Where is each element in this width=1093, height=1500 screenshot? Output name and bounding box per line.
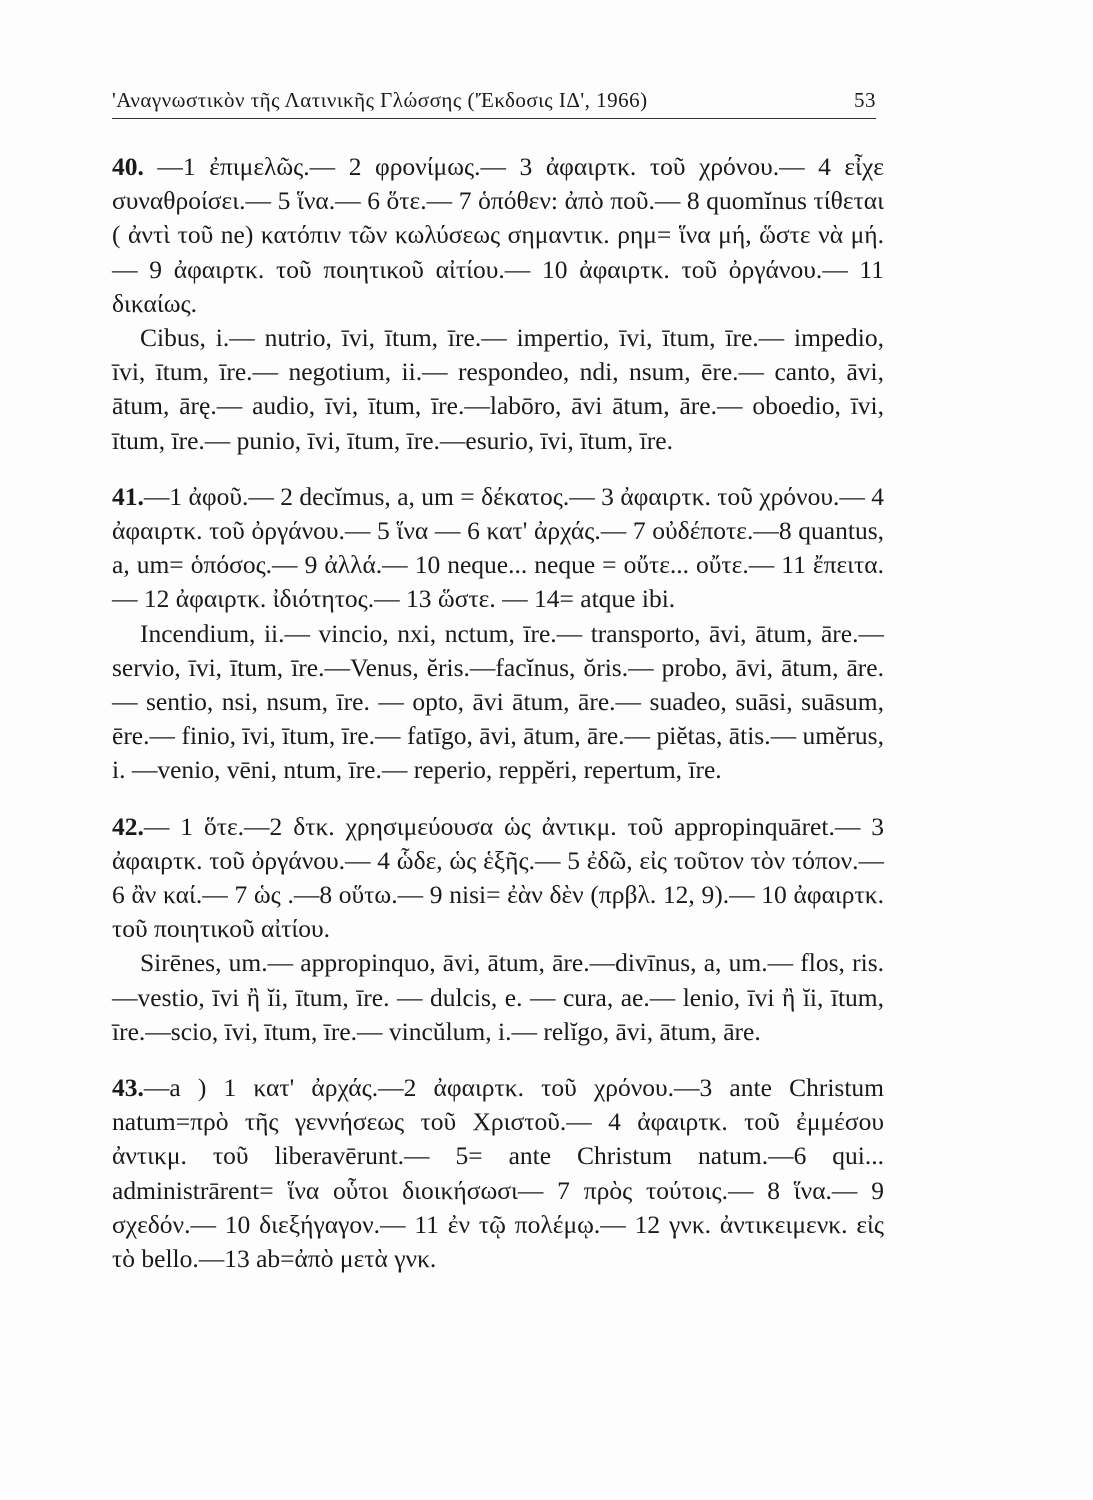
page-number: 53 [854,88,876,112]
section-number: 40. [112,152,144,181]
section-notes [112,480,884,617]
section-notes [112,150,884,321]
section-43 [112,1071,884,1276]
page-body [112,150,884,1298]
notes-text: —a ) 1 κατ' ἀρχάς.—2 ἀφαιρτκ. τοῦ χρόνου.—3 ante Christum natum=πρὸ τῆς γεννήσεως τοῦ Χριστοῦ.— 4 ἀφαιρτκ. τοῦ ἐμμέσου ἀντικμ. τοῦ liberavērunt.— 5= ante Christum natum.—6 qui... administrārent= ἵνα οὗτοι διοικήσωσι— 7 πρὸς τούτοις.— 8 ἵνα.— 9 σχεδόν.— 10 διεξήγαγον.— 11 ἐν τῷ πολέμῳ.— 12 γνκ. ἀντικειμενκ. εἰς τὸ bello.—13 ab=ἀπὸ μετὰ γνκ. [112,1073,884,1274]
section-40 [112,150,884,458]
section-notes [112,1071,884,1276]
section-notes [112,810,884,947]
notes-text: —1 ἀφοῦ.— 2 decĭmus, a, um = δέκατος.— 3 ἀφαιρτκ. τοῦ χρόνου.— 4 ἀφαιρτκ. τοῦ ὀργάνου.— 5 ἵνα — 6 κατ' ἀρχάς.— 7 οὐδέποτε.—8 quantus, a, um= ὁπόσος.— 9 ἀλλά.— 10 neque... neque = οὔτε... οὔτε.— 11 ἔπειτα.— 12 ἀφαιρτκ. ἰδιότητος.— 13 ὥστε. — 14= atque ibi. [112,481,884,614]
section-41 [112,480,884,788]
notes-text: —1 ἐπιμελῶς.— 2 φρονίμως.— 3 ἀφαιρτκ. τοῦ χρόνου.— 4 εἶχε συναθροίσει.— 5 ἵνα.— 6 ὅτε.— 7 ὁπόθεν: ἀπὸ ποῦ.— 8 quomĭnus τίθεται ( ἀντὶ τοῦ ne) κατόπιν τῶν κωλύσεως σημαντικ. ρημ= ἵνα μή, ὥστε νὰ μή.— 9 ἀφαιρτκ. τοῦ ποιητικοῦ αἰτίου.— 10 ἀφαιρτκ. τοῦ ὀργάνου.— 11 δικαίως. [112,152,885,318]
vocabulary-list: Cibus, i.— nutrio, īvi, ītum, īre.— impertio, īvi, ītum, īre.— impedio, īvi, ītum, īre.— negotium, ii.— respondeo, ndi, nsum, ēre.— canto, āvi, ātum, ārę.— audio, īvi, ītum, īre.—labōro, āvi ātum, āre.— oboedio, īvi, ītum, īre.— punio, īvi, ītum, īre.—esurio, īvi, ītum, īre. [112,323,884,455]
book-title: 'Αναγνωστικὸν τῆς Λατινικῆς Γλώσσης ('Έκδοσις ΙΔ', 1966) [112,88,648,112]
notes-text: — 1 ὅτε.—2 δτκ. χρησιμεύουσα ὡς ἀντικμ. τοῦ appropinquāret.— 3 ἀφαιρτκ. τοῦ ὀργάνου.— 4 ὧδε, ὡς ἑξῆς.— 5 ἐδῶ, εἰς τοῦτον τὸν τόπον.— 6 ἂν καί.— 7 ὡς .—8 οὕτω.— 9 nisi= ἐὰν δὲν (πρβλ. 12, 9).— 10 ἀφαιρτκ. τοῦ ποιητικοῦ αἰτίου. [112,811,884,944]
vocabulary-list: Incendium, ii.— vincio, nxi, nctum, īre.— transporto, āvi, ātum, āre.— servio, īvi, ītum, īre.—Venus, ĕris.—facĭnus, ŏris.— probo, āvi, ātum, āre.— sentio, nsi, nsum, īre. — opto, āvi ātum, āre.— suadeo, suāsi, suāsum, ēre.— finio, īvi, ītum, īre.— fatīgo, āvi, ātum, āre.— piĕtas, ātis.— umĕrus, i. —venio, vēni, ntum, īre.— reperio, reppĕri, repertum, īre. [112,618,884,785]
running-header [112,84,876,119]
section-number: 42. [112,811,144,841]
section-number: 41. [112,481,144,511]
vocabulary-list: Sirēnes, um.— appropinquo, āvi, ātum, āre.—divīnus, a, um.— flos, ris.—vestio, īvi ἢ ĭi, ītum, īre. — dulcis, e. — cura, ae.— lenio, īvi ἢ ĭi, ītum, īre.—scio, īvi, ītum, īre.— vincŭlum, i.— relĭgo, āvi, ātum, āre. [112,948,884,1046]
section-number: 43. [112,1073,144,1103]
section-42 [112,810,884,1049]
